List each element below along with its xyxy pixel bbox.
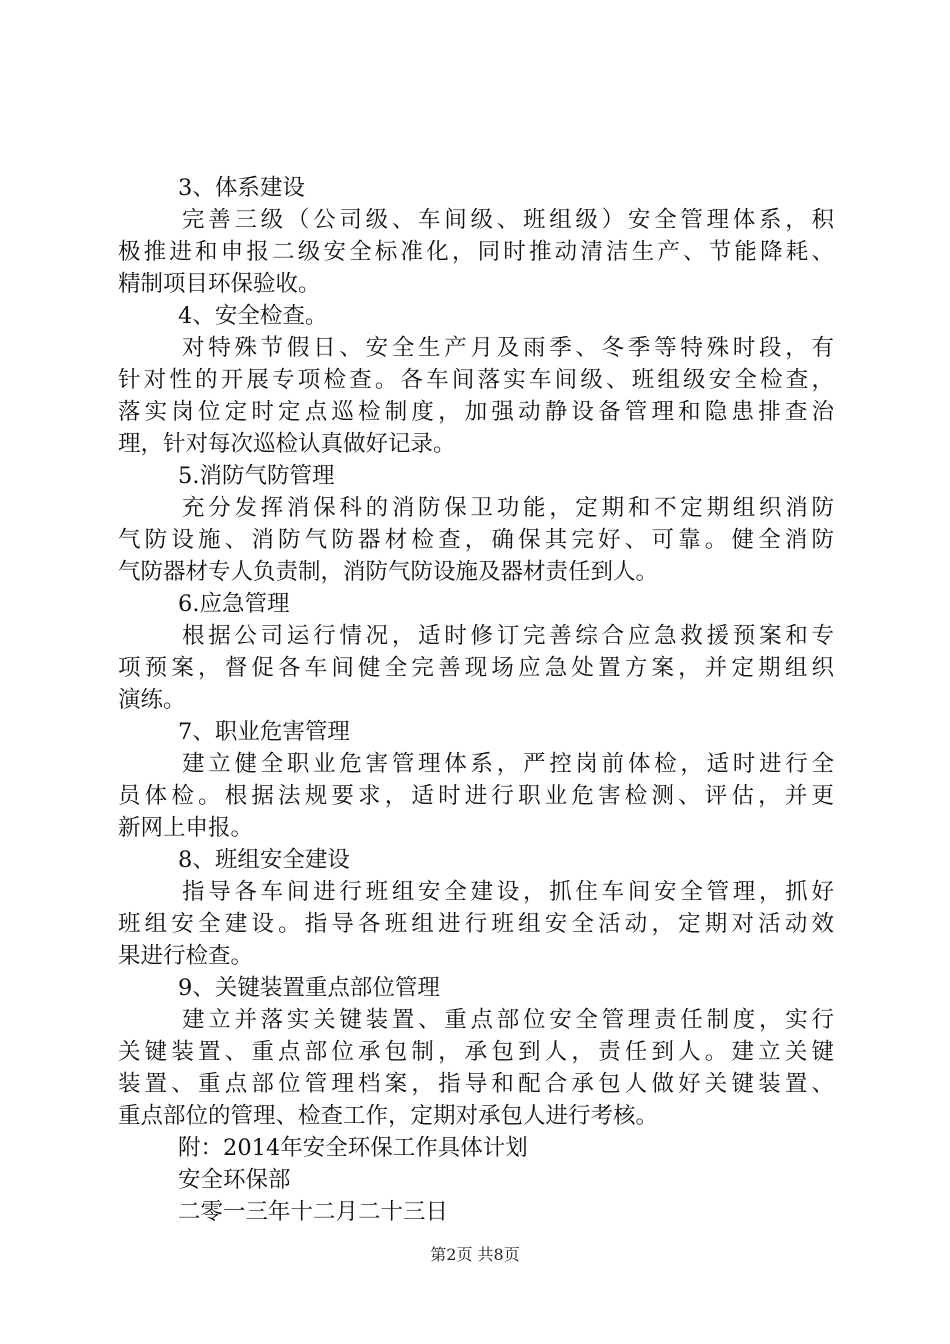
- paragraph-line: 关键装置、重点部位承包制，承包到人，责任到人。建立关键: [118, 1039, 834, 1065]
- paragraph-line: 员体检。根据法规要求，适时进行职业危害检测、评估，并更: [118, 783, 834, 809]
- paragraph-line: 项预案，督促各车间健全完善现场应急处置方案，并定期组织: [118, 655, 834, 681]
- paragraph-line: 极推进和申报二级安全标准化，同时推动清洁生产、节能降耗、: [118, 239, 834, 265]
- paragraph-line: 充分发挥消保科的消防保卫功能，定期和不定期组织消防: [182, 495, 834, 521]
- paragraph-line: 装置、重点部位管理档案，指导和配合承包人做好关键装置、: [118, 1071, 834, 1097]
- section-heading: 8、班组安全建设: [178, 847, 350, 873]
- paragraph-line: 对特殊节假日、安全生产月及雨季、冬季等特殊时段，有: [182, 335, 834, 361]
- paragraph-line: 针对性的开展专项检查。各车间落实车间级、班组级安全检查，: [118, 367, 834, 393]
- paragraph-line: 建立并落实关键装置、重点部位安全管理责任制度，实行: [182, 1007, 834, 1033]
- paragraph-line: 理，针对每次巡检认真做好记录。: [118, 431, 456, 457]
- section-heading: 3、体系建设: [178, 175, 305, 201]
- paragraph-line: 精制项目环保验收。: [118, 271, 321, 297]
- section-heading: 附：2014年安全环保工作具体计划: [178, 1135, 528, 1161]
- paragraph-line: 根据公司运行情况，适时修订完善综合应急救援预案和专: [182, 623, 834, 649]
- section-heading: 4、安全检查。: [178, 303, 328, 329]
- section-heading: 7、职业危害管理: [178, 719, 350, 745]
- paragraph-line: 指导各车间进行班组安全建设，抓住车间安全管理，抓好: [182, 879, 834, 905]
- section-heading: 安全环保部: [178, 1167, 291, 1193]
- section-heading: 9、关键装置重点部位管理: [178, 975, 440, 1001]
- paragraph-line: 气防器材专人负责制，消防气防设施及器材责任到人。: [118, 559, 659, 585]
- paragraph-line: 重点部位的管理、检查工作，定期对承包人进行考核。: [118, 1103, 659, 1129]
- paragraph-line: 建立健全职业危害管理体系，严控岗前体检，适时进行全: [182, 751, 834, 777]
- section-heading: 二零一三年十二月二十三日: [178, 1199, 449, 1225]
- document-body: [118, 172, 834, 1228]
- paragraph-line: 演练。: [118, 687, 186, 713]
- paragraph-line: 落实岗位定时定点巡检制度，加强动静设备管理和隐患排查治: [118, 399, 834, 425]
- paragraph-line: 气防设施、消防气防器材检查，确保其完好、可靠。健全消防: [118, 527, 834, 553]
- paragraph-line: 新网上申报。: [118, 815, 254, 841]
- section-heading: 5.消防气防管理: [178, 463, 335, 489]
- section-heading: 6.应急管理: [178, 591, 290, 617]
- paragraph-line: 班组安全建设。指导各班组进行班组安全活动，定期对活动效: [118, 911, 834, 937]
- paragraph-line: 果进行检查。: [118, 943, 254, 969]
- page-footer: 第2页 共8页: [430, 1245, 520, 1264]
- paragraph-line: 完善三级（公司级、车间级、班组级）安全管理体系，积: [182, 207, 834, 233]
